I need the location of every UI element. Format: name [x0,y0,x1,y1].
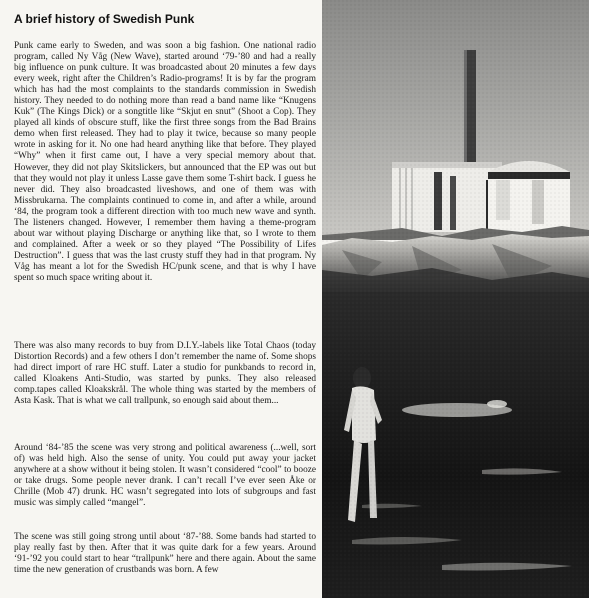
photograph-svg [322,0,589,598]
paragraph-2: There was also many records to buy from D.I.Y.-labels like Total Chaos (today Distortion Records) and a few others I don’t remember the name of. Some shops had direct import of rare HC stuff. Later a studio for punkbands to record in, called Kloakens Anti-Studio, was started by punks. They also released comp.tapes called Kloakskrål. The whole thing was started by the members of Asta Kask. That is what we call trallpunk, so enough said about them... [14,341,316,407]
paragraph-1: Punk came early to Sweden, and was soon a big fashion. One national radio program, called Ny Våg (New Wave), started around ‘79-’80 and had a really big influence on punk culture. It was broadcasted about 20 minutes a few days every week, right after the Children’s Radio-programs! It is by far the program which has had the most complaints to the standards commission in Swedish history. They needed to do nothing more than read a band name like “Knugens Kuk” (The Kings Dick) or a songtitle like “Skjut en snut” (Shoot a Cop). They played all kinds of obscure stuff, like the first three songs from the Bad Brains demo when first released. They had to play it twice, because so many people wrote in asking for it. No one had heard anything like that before. They played “Why” when it first came out, I have a very special memory about that. However, they did not play Skitslickers, but announced that the EP was out but that they would not play it unless Lasse gave them some T-shirt back. I guess he never did. They also broadcasted liveshows, and one of them was with Missbrukarna. The complaints continued to come in, and after a while, around ‘84, the program took a different direction with too much new wave and synth. The listeners changed. However, I remember them having a theme-program about war without playing Discharge or anything like that, so I wrote to them and complained. After a week or so they played “The Possibility of Lifes Destruction”. I guess that was the last crusty stuff they had in that program. Ny Våg has meant a lot for the Swedish HC/punk scene, and that is why I have spent so much space writing about it. [14,41,316,283]
paragraph-3: Around ‘84-’85 the scene was very strong and political awareness (...well, sort of) was held high. Also the sense of unity. You could put away your jacket anywhere at a show without it being stolen. It wasn’t considered “cool” to booze or take drugs. Some people never drank. I can’t recall I’ve ever seen Åke or Chrille (Mob 47) drunk. HC wasn’t segregated into lots of subgroups and fast music was simply called “mangel”. [14,443,316,509]
photograph [322,0,589,598]
article-title: A brief history of Swedish Punk [14,12,195,26]
paragraph-4: The scene was still going strong until about ‘87-’88. Some bands had started to play really fast by then. After that it was quite dark for a few years. Around ‘91-’92 you could start to hear “trallpunk” here and there again. About the same time the new generation of crustbands was born. A few [14,532,316,576]
